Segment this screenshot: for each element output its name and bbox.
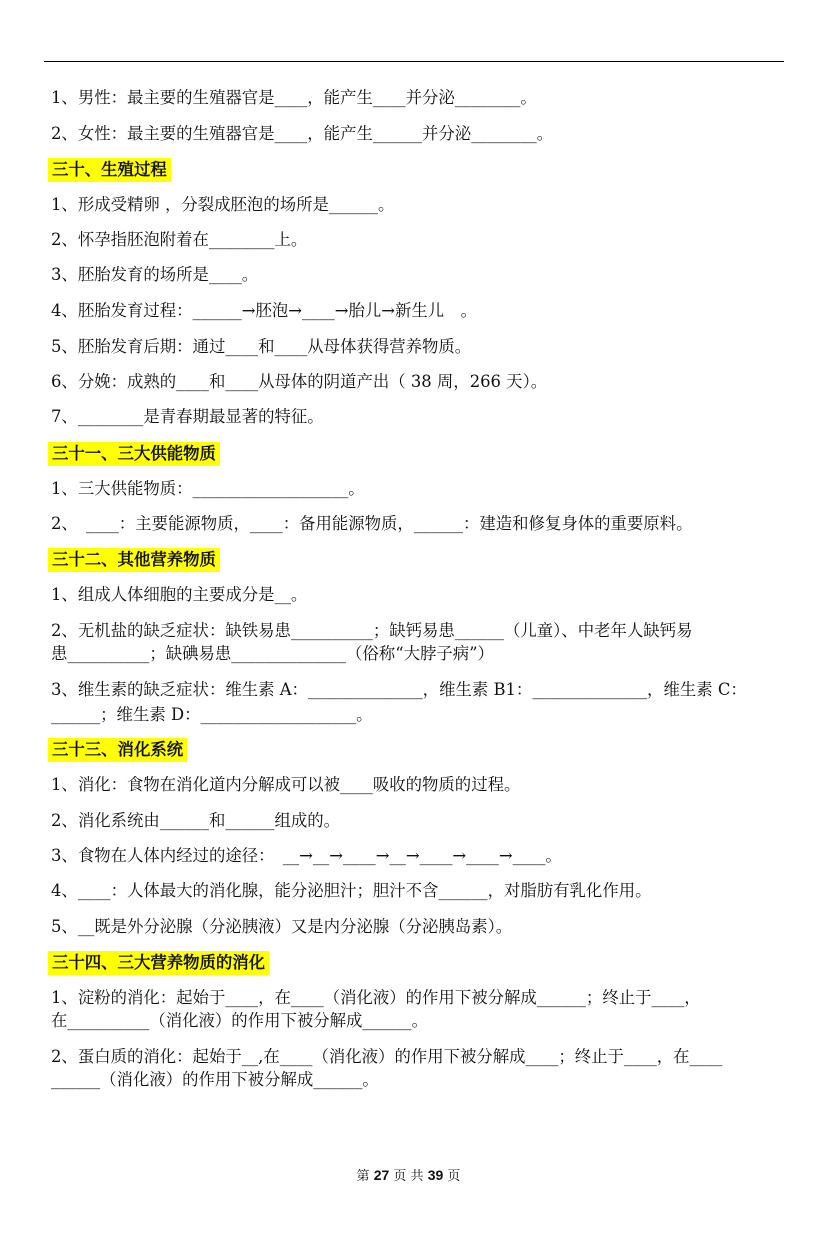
header-rule [44, 61, 784, 62]
text-line: 患__________；缺碘易患______________（俗称“大脖子病”） [51, 644, 494, 663]
page-footer [0, 1166, 817, 1186]
text-line: 2、消化系统由______和______组成的。 [51, 811, 341, 830]
text-line: 2、 ____：主要能源物质，____：备用能源物质，______：建造和修复身体的重要原料。 [51, 514, 693, 533]
text-line: 1、形成受精卵 ，分裂成胚泡的场所是______。 [51, 195, 395, 214]
text-line: ______（消化液）的作用下被分解成______。 [51, 1070, 379, 1089]
text-line: 3、食物在人体内经过的途径： __→__→____→__→____→____→____。 [51, 846, 562, 865]
text-line: 1、淀粉的消化：起始于____，在____（消化液）的作用下被分解成______；终止于____， [51, 988, 701, 1007]
text-line: 在__________（消化液）的作用下被分解成______。 [51, 1011, 428, 1030]
text-line: 1、男性：最主要的生殖器官是____，能产生____并分泌________。 [51, 88, 537, 107]
total-pages: 39 [427, 1167, 444, 1183]
text-line: 2、蛋白质的消化：起始于__,在____（消化液）的作用下被分解成____；终止于____，在____ [51, 1047, 723, 1066]
section-heading: 三十一、三大供能物质 [48, 442, 220, 466]
text-line: 1、组成人体细胞的主要成分是__。 [51, 585, 308, 604]
footer-middle: 页 共 [393, 1169, 424, 1184]
section-heading: 三十四、三大营养物质的消化 [48, 951, 269, 975]
text-line: 5、__既是外分泌腺（分泌胰液）又是内分泌腺（分泌胰岛素）。 [51, 917, 513, 936]
text-line: 5、胚胎发育后期：通过____和____从母体获得营养物质。 [51, 337, 472, 356]
text-line: 3、维生素的缺乏症状：维生素 A：______________，维生素 B1：______________，维生素 C： [51, 680, 747, 699]
text-line: 7、________是青春期最显著的特征。 [51, 407, 324, 426]
text-line: 3、胚胎发育的场所是____。 [51, 265, 259, 284]
text-line: 1、三大供能物质：___________________。 [51, 479, 365, 498]
text-line: 1、消化：食物在消化道内分解成可以被____吸收的物质的过程。 [51, 775, 521, 794]
text-line: 2、无机盐的缺乏症状：缺铁易患__________；缺钙易患______（儿童）、中老年人缺钙易 [51, 621, 693, 640]
text-line: 4、胚胎发育过程：______→胚泡→____→胎儿→新生儿 。 [51, 301, 477, 320]
footer-prefix: 第 [356, 1169, 370, 1184]
section-heading: 三十、生殖过程 [48, 158, 171, 182]
footer-suffix: 页 [447, 1169, 461, 1184]
section-heading: 三十三、消化系统 [48, 738, 187, 762]
text-line: 2、怀孕指胚泡附着在________上。 [51, 230, 308, 249]
page-number: 27 [373, 1167, 390, 1183]
text-line: 4、____：人体最大的消化腺，能分泌胆汁；胆汁不含______，对脂肪有乳化作用。 [51, 881, 652, 900]
section-heading: 三十二、其他营养物质 [48, 548, 220, 572]
text-line: ______；维生素 D：___________________。 [51, 705, 373, 724]
text-line: 2、女性：最主要的生殖器官是____，能产生______并分泌________。 [51, 124, 554, 143]
text-line: 6、分娩：成熟的____和____从母体的阴道产出（ 38 周，266 天）。 [51, 372, 548, 391]
